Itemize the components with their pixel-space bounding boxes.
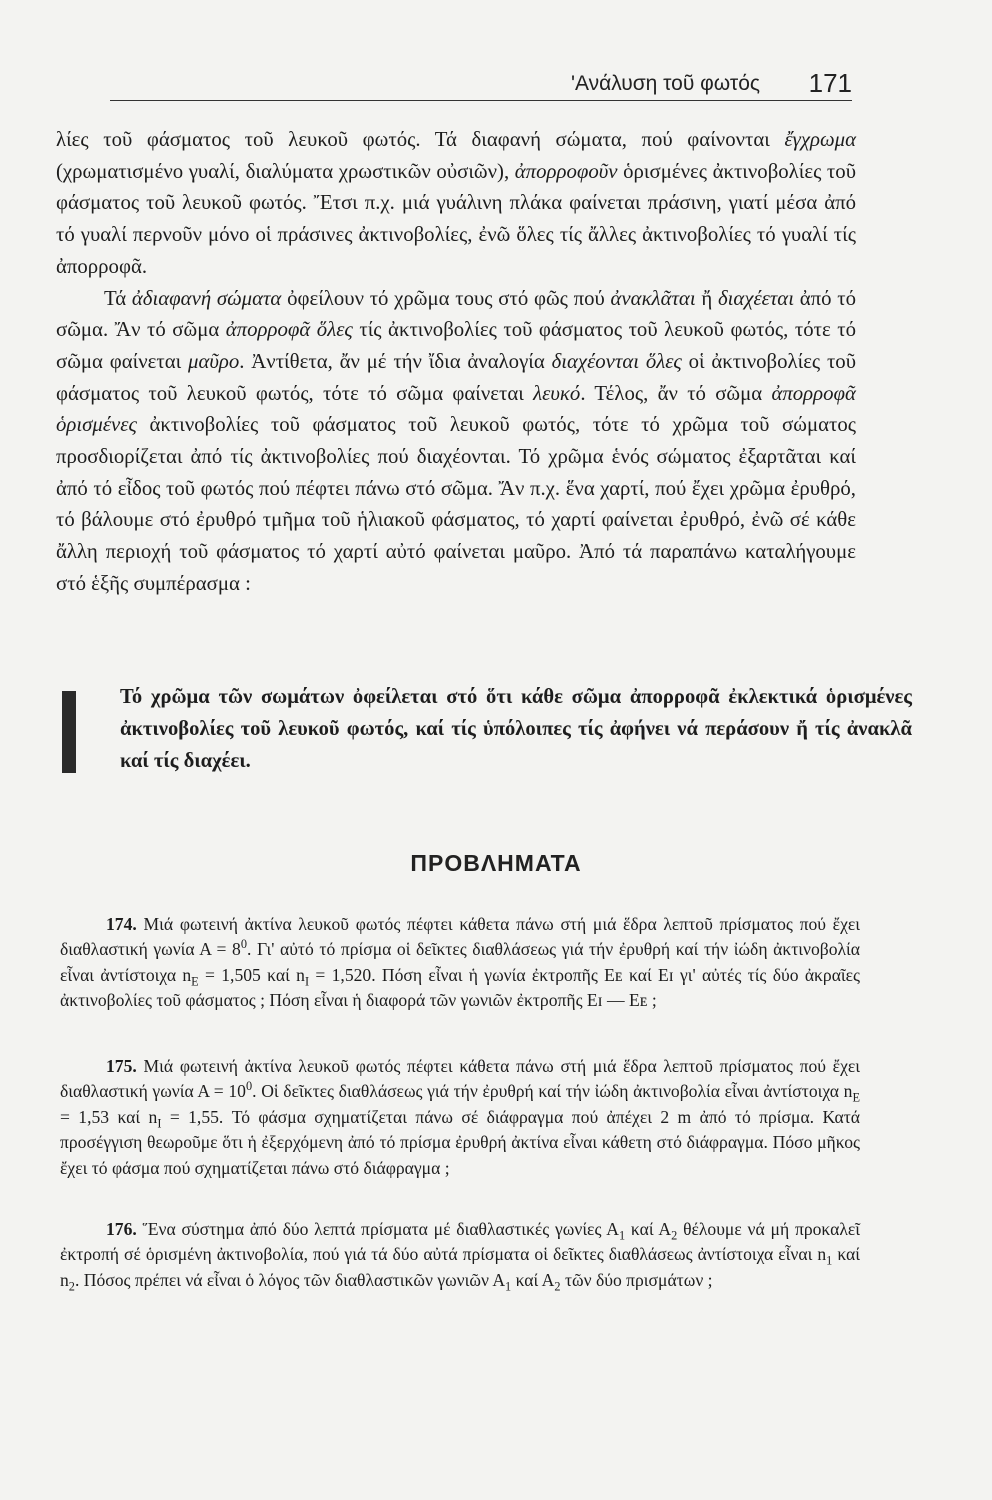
subscript: 1: [618, 1228, 626, 1243]
text-run: . Οἱ δεῖκτες διαθλάσεως γιά τήν ἐρυθρή καί τήν ἰώδη ἀκτινοβολία εἶναι ἀντίστοιχα n: [252, 1081, 853, 1102]
problem-number: 174.: [106, 914, 137, 934]
subscript: 2: [554, 1279, 561, 1294]
emphasis: διαχέονται ὅλες: [551, 349, 682, 373]
emphasis: ἀνακλᾶται: [610, 286, 696, 310]
text-run: Ἕνα σύστημα ἀπό δύο λεπτά πρίσματα μέ διαθλαστικές γωνίες Α: [136, 1219, 619, 1239]
emphasis: μαῦρο: [188, 349, 240, 373]
degree-mark: 0: [240, 937, 247, 952]
page-number: 171: [808, 68, 852, 98]
text-run: . Ἀντίθετα, ἄν μέ τήν ἴδια ἀναλογία: [239, 349, 552, 373]
paragraph-transparent-bodies: [56, 124, 856, 283]
text-run: τίς ἀκτινοβολίες τοῦ φάσματος τοῦ λευκοῦ φωτός, τότε τό σῶμα φαίνεται: [56, 318, 856, 373]
subscript: 1: [505, 1279, 512, 1294]
running-title: 'Ανάλυση τοῦ φωτός: [570, 72, 760, 95]
subscript: I: [157, 1116, 162, 1131]
emphasis: ἀδιαφανή σώματα: [131, 286, 282, 310]
text-run: ἀπό τό σῶμα. Ἄν τό σῶμα: [56, 286, 856, 342]
text-run: = 1,55. Τό φάσμα σχηματίζεται πάνω σέ διάφραγμα πού ἀπέχει 2 m ἀπό τό πρίσμα. Κατά προσέγγιση θεωροῦμε ὅτι ἡ ἐξερχόμενη ἀπό τό πρίσμα ἐρυθρή ἀκτίνα εἶναι κάθετη στό διάφραγμα. Πόσο μῆκος ἔχει τό φάσμα πού σχηματίζεται πάνω στό διάφραγμα ;: [60, 1106, 860, 1178]
text-run: λίες τοῦ φάσματος τοῦ λευκοῦ φωτός. Τά διαφανή σώματα, πού φαίνονται: [56, 128, 785, 151]
page-header: [110, 66, 852, 101]
text-run: Τά: [104, 286, 132, 310]
emphasis: ἀπορροφᾶ ὁρισμένες: [56, 381, 856, 437]
text-run: θέλουμε νά μή προκαλεῖ ἐκτροπή σέ ὁρισμένη ἀκτινοβολία, πού γιά τά δύο αὐτά πρίσματα οἱ δεῖκτες διαθλάσεως ἀντίστοιχα εἶναι n: [60, 1219, 860, 1265]
emphasis: ἀπορροφοῦν: [514, 159, 618, 183]
callout-text: Τό χρῶμα τῶν σωμάτων ὀφείλεται στό ὅτι κάθε σῶμα ἀπορροφᾶ ἐκλεκτικά ὁρισμένες ἀκτινοβολίες τοῦ λευκοῦ φωτός, καί τίς ὑπόλοιπες τίς ἀφήνει νά περάσουν ἤ τίς ἀνακλᾶ καί τίς διαχέει.: [120, 686, 912, 772]
text-run: = 1,520. Πόση εἶναι ἡ γωνία ἐκτροπῆς Εᴇ καί Εɪ γι' αὐτές τίς δύο ἀκραῖες ἀκτινοβολίες τοῦ φάσματος ; Πόση εἶναι ἡ διαφορά τῶν γωνιῶν ἐκτροπῆς Εɪ — Εᴇ ;: [60, 964, 860, 1011]
text-run: ἤ: [695, 286, 718, 310]
key-conclusion: [56, 681, 912, 777]
text-run: . Γι' αὐτό τό πρίσμα οἱ δεῖκτες διαθλάσεως γιά τήν ἐρυθρή καί τήν ἰώδη ἀκτινοβολία εἶναι ἀντίστοιχα n: [60, 939, 860, 985]
subscript: E: [852, 1090, 860, 1105]
text-run: Μιά φωτεινή ἀκτίνα λευκοῦ φωτός πέφτει κάθετα πάνω στή μιά ἕδρα λεπτοῦ πρίσματος πού ἔχει διαθλαστική γωνία Α = 10: [60, 1056, 860, 1102]
main-text: [56, 124, 856, 600]
text-run: Μιά φωτεινή ἀκτίνα λευκοῦ φωτός πέφτει κάθετα πάνω στή μιά ἕδρα λεπτοῦ πρίσματος πού ἔχει διαθλαστική γωνία Α = 8: [60, 914, 860, 960]
problem-174: [60, 912, 860, 1014]
subscript: 2: [68, 1279, 75, 1294]
emphasis: λευκό: [533, 381, 581, 405]
emphasis: ἀπορροφᾶ ὅλες: [225, 318, 353, 342]
degree-mark: 0: [245, 1079, 253, 1094]
callout-bar: [62, 691, 76, 773]
text-run: καί Α: [511, 1269, 555, 1290]
subscript: E: [191, 974, 199, 989]
text-run: τῶν δύο πρισμάτων ;: [560, 1269, 713, 1290]
subscript: 2: [671, 1228, 678, 1243]
text-run: = 1,505 καί n: [198, 964, 305, 985]
subscript: I: [304, 974, 310, 989]
section-heading: ΠΡΟΒΛΗΜΑΤΑ: [410, 850, 582, 876]
problem-176: [60, 1217, 860, 1293]
text-run: . Τέλος, ἄν τό σῶμα: [580, 381, 772, 405]
text-run: ὀφείλουν τό χρῶμα τους στό φῶς πού: [281, 286, 611, 310]
subscript: 1: [826, 1253, 833, 1268]
text-run: ὁρισμένες ἀκτινοβολίες τοῦ φάσματος τοῦ λευκοῦ φωτός. Ἔτσι π.χ. μιά γυάλινη πλάκα φαίνεται πράσινη, γιατί μέσα ἀπό τό γυαλί περνοῦν μόνο οἱ πράσινες ἀκτινοβολίες, ἐνῶ ὅλες τίς ἄλλες ἀκτινοβολίες τό γυαλί τίς ἀπορροφᾶ.: [56, 159, 856, 278]
problem-number: 175.: [106, 1056, 137, 1076]
emphasis: διαχέεται: [717, 286, 794, 310]
problem-number: 176.: [106, 1219, 137, 1239]
text-run: οἱ ἀκτινοβολίες τοῦ φάσματος τοῦ λευκοῦ φωτός, τότε τό σῶμα φαίνεται: [56, 349, 857, 405]
paragraph-opaque-bodies: [56, 283, 856, 600]
text-run: καί Α: [625, 1219, 672, 1239]
problem-175: [60, 1054, 860, 1181]
emphasis: ἔγχρωμα: [784, 128, 856, 151]
text-run: (χρωματισμένο γυαλί, διαλύματα χρωστικῶν οὐσιῶν),: [56, 159, 515, 183]
text-run: = 1,53 καί n: [60, 1106, 158, 1127]
text-run: . Πόσος πρέπει νά εἶναι ὁ λόγος τῶν διαθλαστικῶν γωνιῶν Α: [74, 1269, 506, 1290]
text-run: ἀκτινοβολίες τοῦ φάσματος τοῦ λευκοῦ φωτός, τότε τό χρῶμα τοῦ σώματος προσδιορίζεται ἀπό τίς ἀκτινοβολίες πού διαχέονται. Τό χρῶμα ἑνός σώματος ἐξαρτᾶται καί ἀπό τό εἶδος τοῦ φωτός πού πέφτει πάνω στό σῶμα. Ἄν π.χ. ἕνα χαρτί, πού ἔχει χρῶμα ἐρυθρό, τό βάλουμε στό ἐρυθρό τμῆμα τοῦ ἡλιακοῦ φάσματος, τό χαρτί φαίνεται ἐρυθρό, ἐνῶ σέ κάθε ἄλλη περιοχή τοῦ φάσματος τό χαρτί αὐτό φαίνεται μαῦρο. Ἀπό τά παραπάνω καταλήγουμε στό ἑξῆς συμπέρασμα :: [56, 413, 856, 595]
text-run: καί n: [60, 1244, 861, 1290]
